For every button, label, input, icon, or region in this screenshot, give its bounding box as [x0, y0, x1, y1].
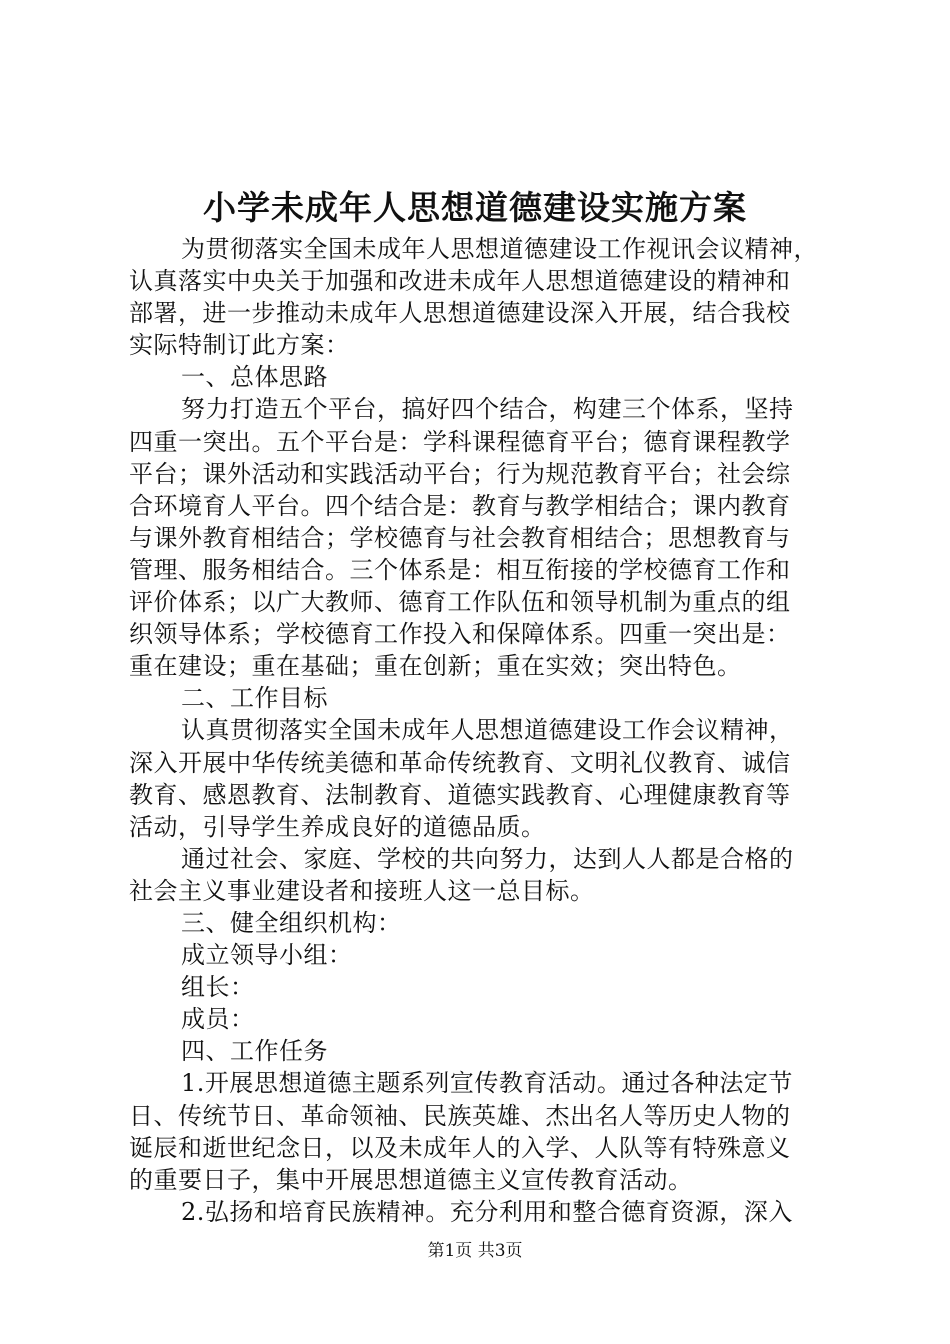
- body-line: 深入开展中华传统美德和革命传统教育、文明礼仪教育、诚信: [129, 748, 791, 777]
- body-line: 教育、感恩教育、法制教育、道德实践教育、心理健康教育等: [129, 780, 791, 809]
- body-line: 四重一突出。五个平台是：学科课程德育平台；德育课程教学: [129, 427, 791, 456]
- body-line: 诞辰和逝世纪念日，以及未成年人的入学、人队等有特殊意义: [129, 1133, 791, 1162]
- body-line: 一、总体思路: [181, 363, 328, 392]
- document-title: 小学未成年人思想道德建设实施方案: [203, 188, 747, 227]
- body-line: 部署，进一步推动未成年人思想道德建设深入开展，结合我校: [129, 299, 791, 328]
- body-line: 组长：: [181, 973, 255, 1002]
- body-line: 二、工作目标: [181, 684, 328, 713]
- body-line: 三、健全组织机构：: [181, 908, 402, 937]
- body-line: 合环境育人平台。四个结合是：教育与教学相结合；课内教育: [129, 491, 791, 520]
- body-line: 四、工作任务: [181, 1037, 328, 1066]
- body-line: 努力打造五个平台，搞好四个结合，构建三个体系，坚持: [181, 395, 794, 424]
- body-line: 认真贯彻落实全国未成年人思想道德建设工作会议精神，: [181, 716, 794, 745]
- body-line: 平台；课外活动和实践活动平台；行为规范教育平台；社会综: [129, 459, 791, 488]
- body-line: 日、传统节日、革命领袖、民族英雄、杰出名人等历史人物的: [129, 1101, 791, 1130]
- body-line: 成员：: [181, 1005, 255, 1034]
- document-body: [129, 233, 829, 1228]
- body-line: 认真落实中央关于加强和改进未成年人思想道德建设的精神和: [129, 267, 791, 296]
- body-line: 通过社会、家庭、学校的共向努力，达到人人都是合格的: [181, 844, 794, 873]
- body-line: 评价体系；以广大教师、德育工作队伍和领导机制为重点的组: [129, 588, 791, 617]
- body-line: 重在建设；重在基础；重在创新；重在实效；突出特色。: [129, 652, 742, 681]
- body-line: 活动，引导学生养成良好的道德品质。: [129, 812, 546, 841]
- body-line: 织领导体系；学校德育工作投入和保障体系。四重一突出是：: [129, 620, 791, 649]
- body-line: 1.开展思想道德主题系列宣传教育活动。通过各种法定节: [181, 1069, 793, 1098]
- body-line: 社会主义事业建设者和接班人这一总目标。: [129, 876, 595, 905]
- body-line: 与课外教育相结合；学校德育与社会教育相结合；思想教育与: [129, 523, 791, 552]
- body-line: 的重要日子，集中开展思想道德主义宣传教育活动。: [129, 1165, 693, 1194]
- body-line: 为贯彻落实全国未成年人思想道德建设工作视讯会议精神，: [181, 235, 818, 263]
- body-line: 2.弘扬和培育民族精神。充分利用和整合德育资源，深入: [181, 1197, 793, 1226]
- page-footer: 第1页 共3页: [427, 1241, 523, 1261]
- body-line: 成立领导小组：: [181, 941, 353, 970]
- body-line: 实际特制订此方案：: [129, 331, 350, 360]
- body-line: 管理、服务相结合。三个体系是：相互衔接的学校德育工作和: [129, 555, 791, 584]
